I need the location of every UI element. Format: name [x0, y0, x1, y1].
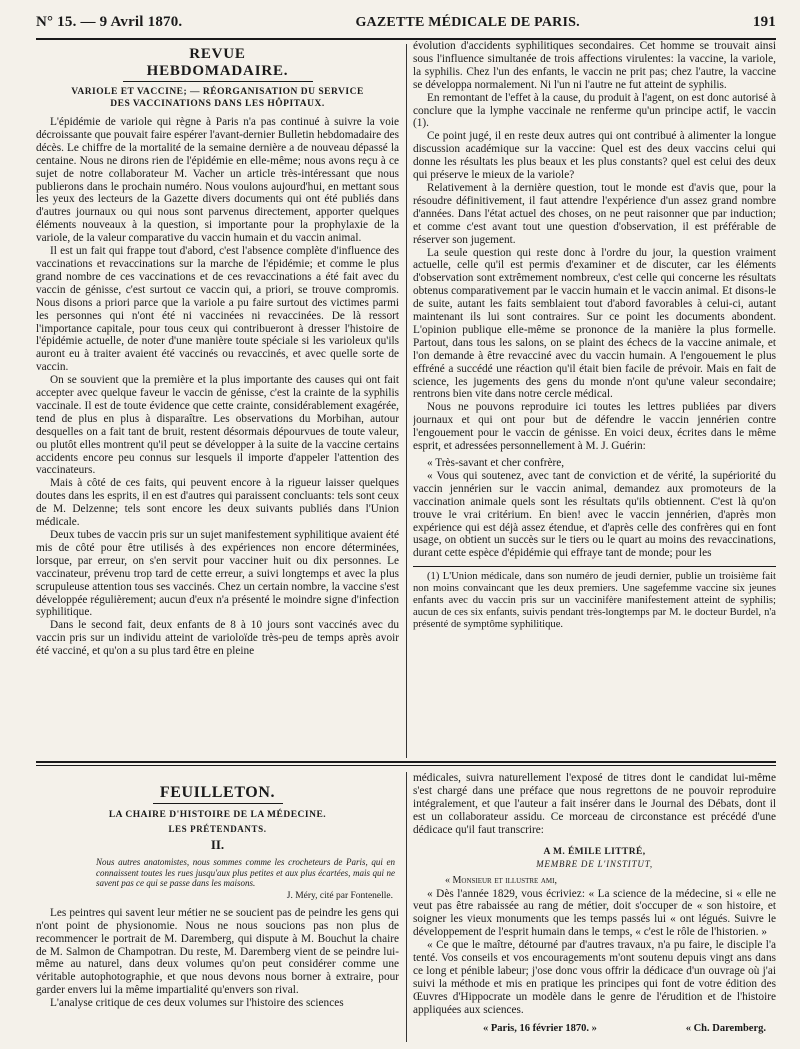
dedication-title: MEMBRE DE L'INSTITUT,	[536, 858, 653, 869]
feuilleton-paragraph: L'analyse critique de ces deux volumes sur l'histoire des sciences	[50, 997, 344, 1010]
revue-right-column	[413, 40, 776, 758]
letter-salutation: « Très-savant et cher confrère,	[427, 457, 565, 469]
epigraph: Nous autres anatomistes, nous sommes comme les crocheteurs de Paris, qui en connaissent toutes les rues jusqu'aux plus petites et aux plus écartées, mais qui ne savent pas ce qui se passe dans les maisons.	[96, 857, 395, 889]
revue-paragraph: On se souvient que la première et la plus importante des causes qui ont fait accepter avec quelque faveur le vaccin de génisse, c'est la crainte de la syphilis vaccinale. Il est de toute évidence que cette crainte, considérablement exagérée, tend de plus en plus à disparaître. Les observations du Morbihan, autour desquelles on a fait tant de bruit, restent désormais dépourvues de toute valeur, ou plutôt elles montrent qu'il peut se développer à la suite de la vaccine certains accidents encore peu connus sur lesquels il importe d'appeler l'attention des vaccinateurs.	[36, 374, 399, 477]
masthead	[36, 14, 776, 40]
dedication-date: « Paris, 16 février 1870. »	[483, 1022, 597, 1034]
epigraph-attribution: J. Méry, cité par Fontenelle.	[286, 890, 393, 901]
feuilleton-paragraph: médicales, suivra naturellement l'exposé de titres dont le candidat lui-même s'est chargé dans une préface que nous regrettons de ne pouvoir reproduire intégralement, et que l'auteur a fait insérer dans le Journal des Débats, dont il est un collaborateur assidu. Ce morceau de circonstance est précédé d'une dédicace qu'il faut transcrire:	[413, 772, 776, 836]
feuilleton-section	[36, 772, 776, 1042]
dedication-paragraph: « Dès l'année 1829, vous écriviez: « La science de la médecine, si « elle ne veut pas être rabaissée au rang de métier, doit s'occuper de « son histoire, et soigner les vieux monuments que les temps passés lui « ont légués. Suivre le développement de l'esprit humain dans le temps, « c'est le rôle de l'historien. »	[413, 887, 776, 939]
newspaper-page	[36, 14, 776, 1042]
feuilleton-title: FEUILLETON.	[153, 784, 283, 804]
page-number: 191	[752, 14, 776, 30]
revue-paragraph: Deux tubes de vaccin pris sur un sujet manifestement syphilitique avaient été mis de côté pour être utilisés à des expériences non encore déterminées, lorsque, par erreur, on s'en servit pour vacciner huit ou dix personnes. Le vaccinateur, prévenu trop tard de cette erreur, a suivi longtemps et avec la plus scrupuleuse attention tous ses vaccinés. Chez un certain nombre, la vaccine s'est développée régulièrement; aucun d'eux n'a présenté le moindre signe d'infection syphilitique.	[36, 529, 399, 619]
revue-title: REVUE HEBDOMADAIRE.	[123, 46, 313, 82]
revue-paragraph: L'épidémie de variole qui règne à Paris n'a pas continué à suivre la voie décroissante que pouvait faire espérer l'avant-dernier Bulletin hebdomadaire des décès. Le chiffre de la mortalité de la semaine dernière a de nouveau dépassé la centaine. Nous ne dirons rien de l'épidémie en elle-même; nous avons reçu à ce sujet de notre collaborateur M. Vacher un article très-intéressant que nous publierons dans le prochain numéro. Nous voulons aujourd'hui, en mettant sous les yeux des lecteurs de la Gazette divers documents qui ont été publiés dans d'autres journaux ou qui nous sont parvenus directement, apporter quelques éléments nouveaux à la question, si importante pour la prophylaxie de la variole, de la valeur comparative du vaccin humain et du vaccin animal.	[36, 116, 399, 245]
dedication-paragraph: « Ce que le maître, détourné par d'autres travaux, n'a pu faire, le disciple l'a tenté. Vos conseils et vos encouragements m'ont soutenu depuis vingt ans dans ce long et pénible labeur; j'ose donc vous offrir la dédicace d'un ouvrage où j'ai suivi la méthode et mis en pratique les principes qui font de votre édition des Œuvres d'Hippocrate un modèle dans le genre de l'érudition et de l'histoire appliquées aux sciences.	[413, 939, 776, 1016]
journal-title: GAZETTE MÉDICALE DE PARIS.	[355, 15, 580, 30]
feuilleton-left-column	[36, 772, 399, 1042]
revue-paragraph: La seule question qui reste donc à l'ordre du jour, la question vraiment actuelle, celle qu'il est permis d'examiner et de discuter, car les éléments d'observation sont extrêmement nombreux, c'est celle qui concerne les résultats obtenus comparativement par le vaccin humain et le vaccin animal. Et disons-le de suite, autant les faits semblaient tout d'abord favorables à celui-ci, autant maintenant ils lui sont contraires. Sur ce point les documents abondent. L'opinion publique elle-même se prononce de la manière la plus formelle. Partout, dans tous les salons, on se plaint des échecs de la vaccine animale, et l'on demande à être revacciné avec du vaccin humain. A l'engouement le plus effréné a succédé une réaction qu'il était bien facile de prévoir. Mais en fait de science, les jugements des gens du monde n'ont qu'une valeur secondaire; rentrons bien vite dans notre cercle médical.	[413, 246, 776, 401]
revue-paragraph: En remontant de l'effet à la cause, du produit à l'agent, on est donc autorisé à conclure que la lymphe vaccinale ne renferme qu'un principe actif, le vaccin (1).	[413, 91, 776, 130]
feuilleton-part-number: II.	[210, 837, 225, 852]
revue-paragraph: évolution d'accidents syphilitiques secondaires. Cet homme se trouvait ainsi sous l'influence simultanée de trois affections virulentes: la vaccine, la variole, la syphilis. Chez l'un des enfants, le vaccin ne prit pas; chez l'autre, la vaccine se développa normalement. Ni l'un ni l'autre ne fut atteint de syphilis.	[413, 40, 776, 91]
dedication-salutation: « Monsieur et illustre ami,	[445, 874, 557, 886]
dedication-recipient: A M. ÉMILE LITTRÉ,	[543, 846, 646, 857]
footnote-divider	[413, 566, 776, 567]
dedication-signature: « Ch. Daremberg.	[685, 1022, 766, 1034]
section-divider	[36, 761, 776, 766]
feuilleton-right-column	[413, 772, 776, 1042]
revue-paragraph: Nous ne pouvons reproduire ici toutes les lettres publiées par divers journaux et qui ont pour but de défendre le vaccin jennérien contre l'engouement pour le vaccin de génisse. En voici deux, écrites dans le même esprit, et adressées personnellement à M. J. Guérin:	[413, 401, 776, 453]
feuilleton-paragraph: Les peintres qui savent leur métier ne se soucient pas de peindre les gens qui n'ont point de physionomie. Nous ne nous soucions pas non plus de recommencer le portrait de M. Daremberg, qui dispute à M. Bouchut la chaire de M. Salmon de Champotran. Du reste, M. Daremberg vient de se peindre lui-même au naturel, dans deux volumes qu'on peut considérer comme une véritable autophotographie, et que nous devons nous borner à extraire, pour garder envers lui la même impartialité qu'envers son rival.	[36, 906, 399, 997]
dedication-signoff	[413, 1023, 776, 1034]
revue-paragraph: Il est un fait qui frappe tout d'abord, c'est l'absence complète d'influence des vaccinations et revaccinations sur la marche de l'épidémie; et comme le plus grand nombre de ces vaccinations et de ces revaccinations a été fait avec du vaccin de génisse, c'est surtout ce vaccin qui, a priori, se trouve compromis. Nous disons a priori parce que la variole a pu faire surtout des victimes parmi les personnes qui n'ont été ni vaccinées ni revaccinées. De là ressort l'importance capitale, pour tous ceux qui contribueront à dresser l'histoire de l'épidémie actuelle, de noter d'une manière toute spéciale si les varioleux qu'ils auront eu à traiter avaient été vaccinés ou revaccinés, et avec quelle sorte de vaccin.	[36, 245, 399, 374]
revue-subhead-line1: VARIOLE ET VACCINE; — RÉORGANISATION DU SERVICE	[71, 87, 364, 97]
revue-left-column	[36, 40, 399, 758]
revue-subhead-line2: DES VACCINATIONS DANS LES HÔPITAUX.	[110, 99, 325, 109]
revue-paragraph: Ce point jugé, il en reste deux autres qui ont contribué à alimenter la longue discussion académique sur la vaccine: Quel est des deux vaccins celui qui donne les résultats les plus beaux et les plus constants? quel est celui des deux qui préserve le mieux de la variole?	[413, 130, 776, 182]
feuilleton-subtitle: LA CHAIRE D'HISTOIRE DE LA MÉDECINE.	[108, 810, 327, 820]
revue-section	[36, 40, 776, 758]
issue-number: N° 15. — 9 Avril 1870.	[36, 14, 183, 30]
footnote-text: (1) L'Union médicale, dans son numéro de jeudi dernier, publie un troisième fait non moins convaincant que les deux premiers. Une sagefemme vaccine six jeunes enfants avec du vaccin pris sur un vaccinifère manifestement atteint de syphilis; aucun de ces six enfants, suivis pendant très-longtemps par M. le docteur Burdel, n'a présenté de symptôme syphilitique.	[413, 571, 776, 631]
revue-paragraph: Relativement à la dernière question, tout le monde est d'avis que, pour la résoudre définitivement, il faut attendre l'expérience d'un assez grand nombre d'années. Dans l'état actuel des choses, on ne peut raisonner que par induction; et comme c'est avant tout une question d'observation, il est préférable de réserver son jugement.	[413, 181, 776, 246]
revue-subhead	[36, 86, 399, 110]
letter-paragraph: « Vous qui soutenez, avec tant de conviction et de vérité, la supériorité du vaccin jennérien sur le vaccin animal, demandez aux promoteurs de la vaccination animale quels sont les résultats qu'ils obtiennent. C'est là qu'on trouve le vrai critérium. En bien! avec le vaccin jennérien, d'après mon expérience qui est déjà assez étendue, et d'après celle des confrères qui en font usage, on obtient un succès sur le tiers ou le quart au moins des revaccinations, durant cette espèce d'épidémie qui effraye tant de monde; pour les	[413, 469, 776, 560]
footnote	[413, 571, 776, 631]
feuilleton-part-title: LES PRÉTENDANTS.	[168, 824, 267, 834]
revue-paragraph: Mais à côté de ces faits, qui peuvent encore à la rigueur laisser quelques doutes dans les esprits, il en est d'autres qui paraissent concluants: tels sont ceux de M. Delzenne; tels sont encore les deux suivants publiés dans l'Union médicale.	[36, 477, 399, 529]
revue-paragraph: Dans le second fait, deux enfants de 8 à 10 jours sont vaccinés avec du vaccin pris sur un individu atteint de varioloïde très-peu de temps après avoir été vacciné, et qu'on a su plus tard être en pleine	[36, 619, 399, 658]
